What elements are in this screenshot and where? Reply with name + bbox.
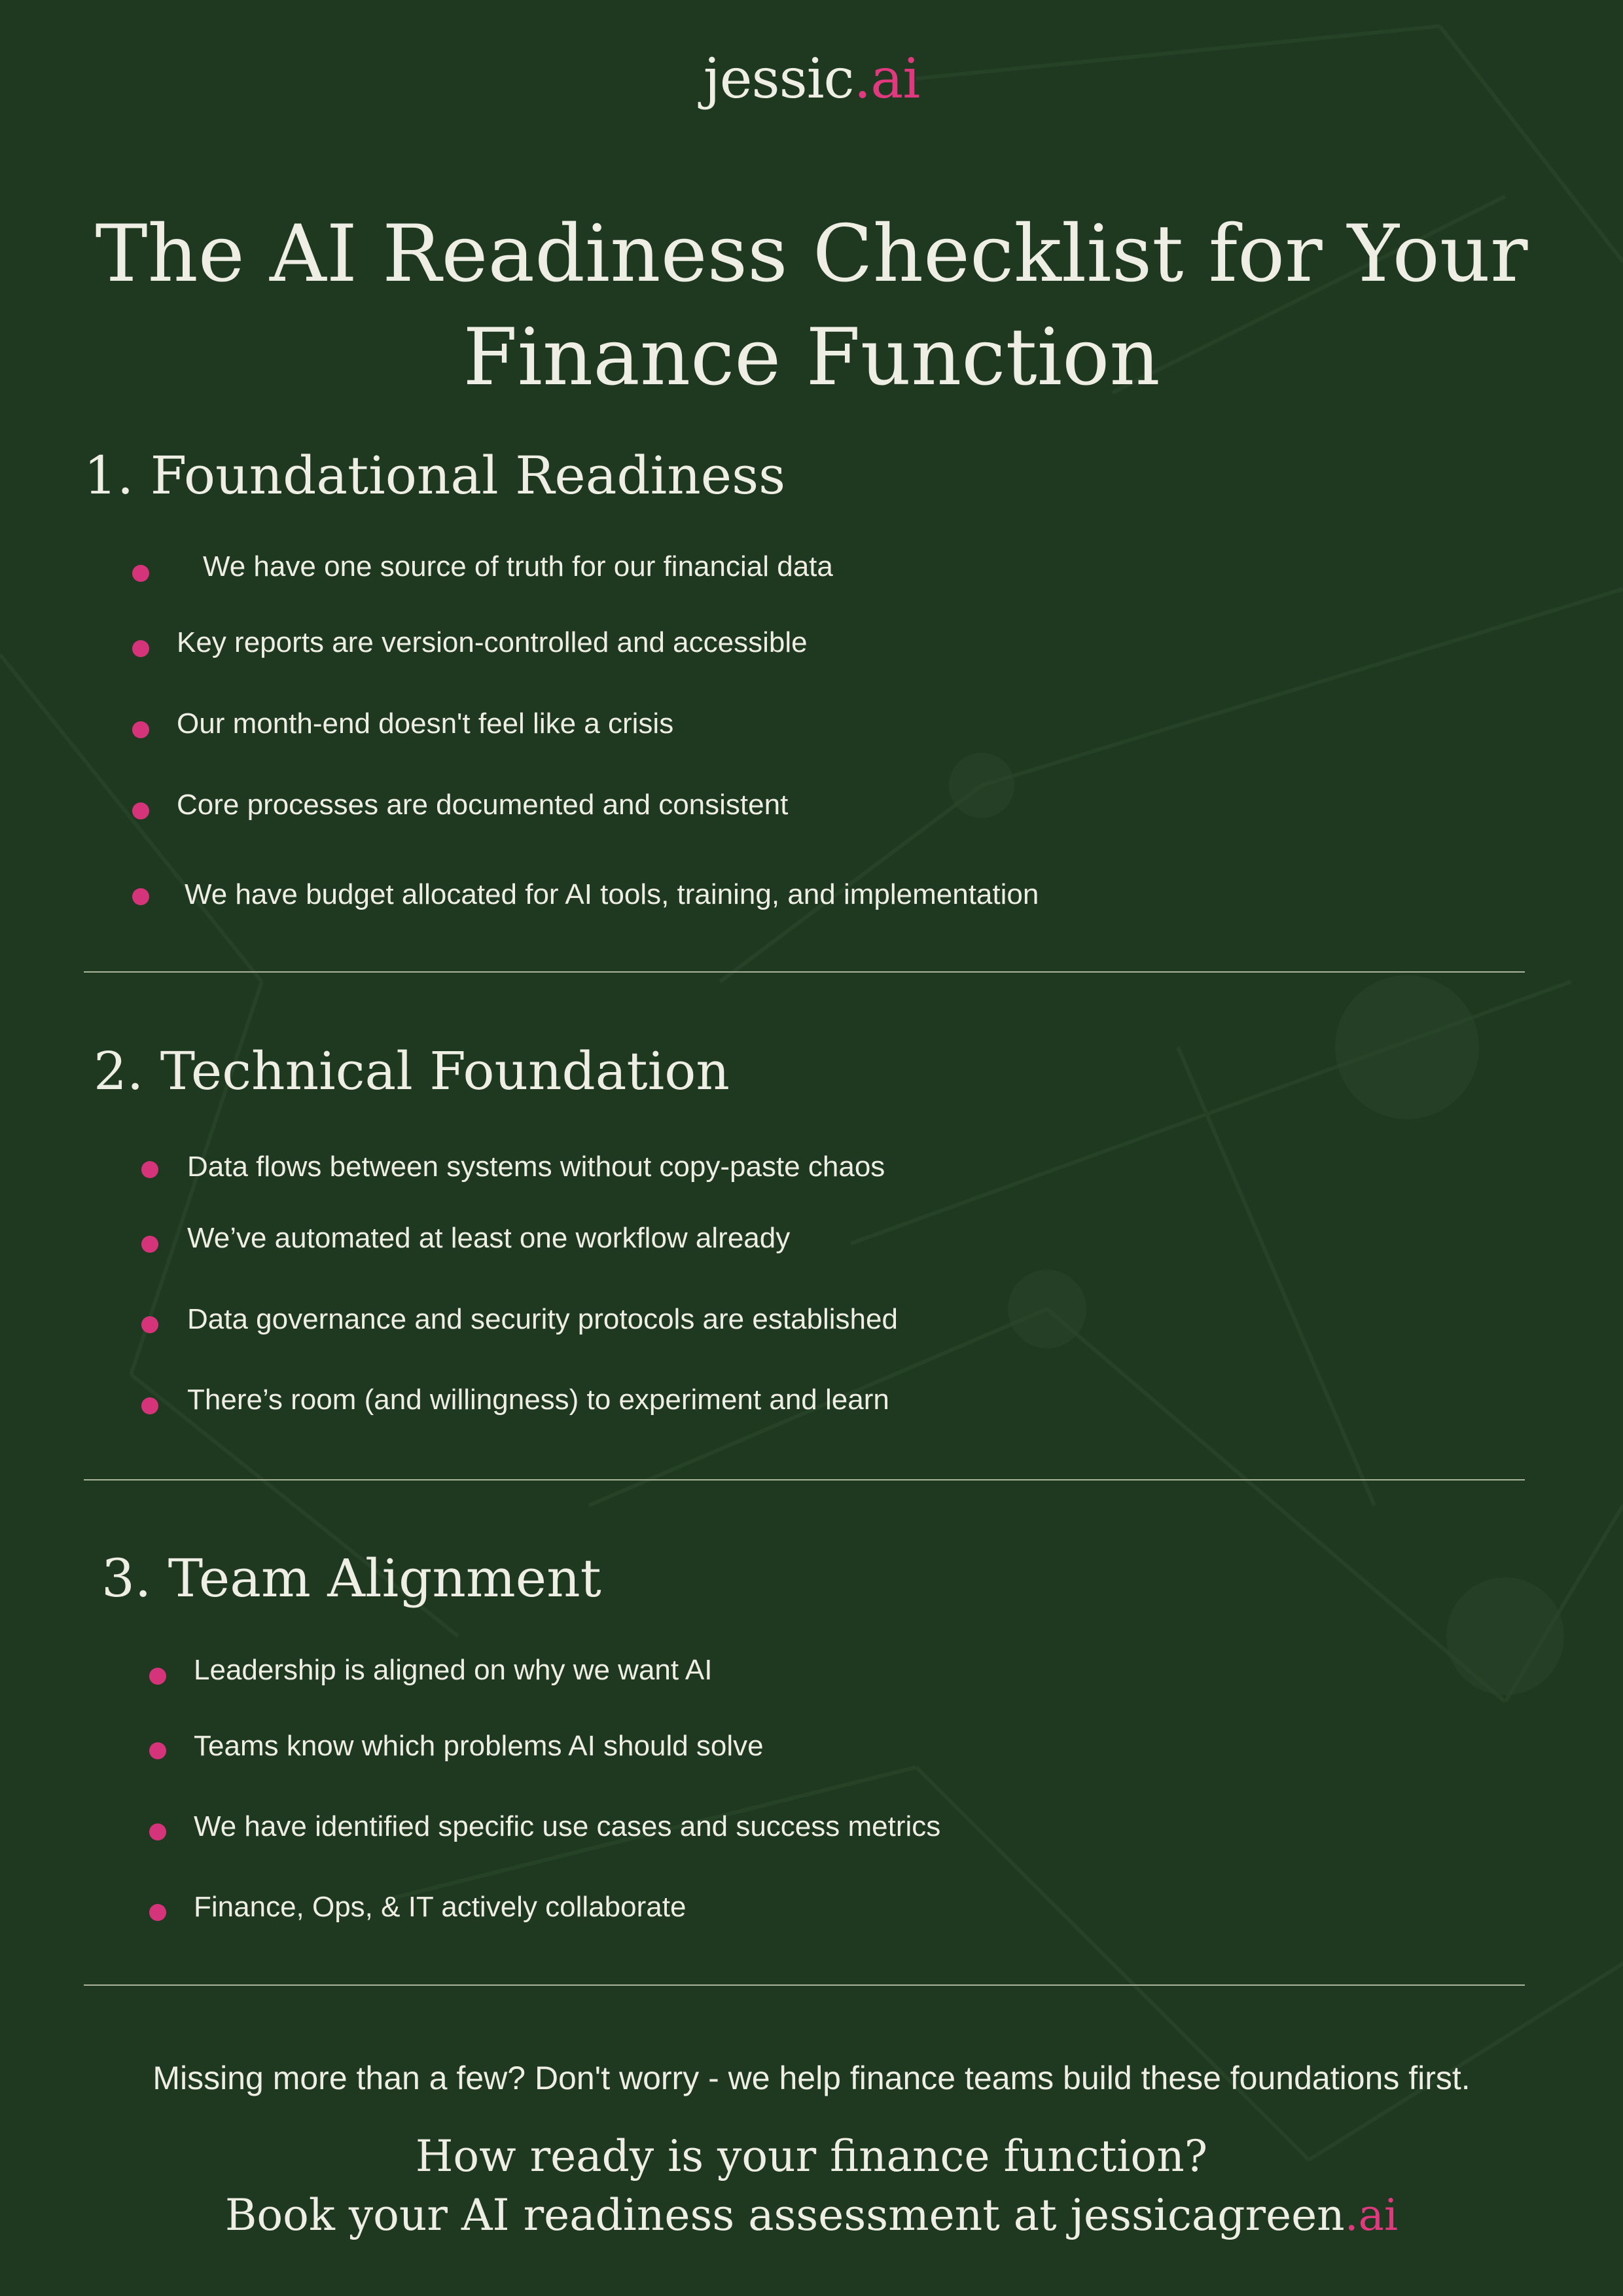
checklist-item: Key reports are version-controlled and accessible <box>177 626 808 658</box>
bullet-icon <box>141 1316 158 1333</box>
cta-link-text[interactable]: Book your AI readiness assessment at jessicagreen <box>224 2190 1345 2240</box>
bullet-icon <box>132 802 149 819</box>
checklist-item: Teams know which problems AI should solve <box>194 1730 764 1762</box>
checklist-item: We have budget allocated for AI tools, training, and implementation <box>185 878 1039 910</box>
checklist-item: We have one source of truth for our financial data <box>203 550 833 583</box>
brand-logo <box>0 46 1623 112</box>
checklist-item: Data governance and security protocols are established <box>187 1303 898 1335</box>
checklist-item: We’ve automated at least one workflow already <box>187 1222 791 1254</box>
checklist-item: Core processes are documented and consistent <box>177 789 789 821</box>
bullet-icon <box>149 1904 166 1921</box>
checklist-item: There’s room (and willingness) to experiment and learn <box>187 1384 889 1416</box>
cta-line-2 <box>0 2189 1623 2241</box>
logo-accent-text: .ai <box>853 46 920 111</box>
section-heading-technical-foundation: 2. Technical Foundation <box>94 1041 730 1102</box>
bullet-icon <box>141 1161 158 1178</box>
footer-note: Missing more than a few? Don't worry - we help finance teams build these foundations first. <box>152 2060 1471 2096</box>
bullet-icon <box>141 1236 158 1253</box>
section-divider <box>84 1479 1525 1480</box>
section-divider <box>84 1984 1525 1986</box>
section-heading-team-alignment: 3. Team Alignment <box>101 1548 601 1609</box>
bullet-icon <box>132 640 149 657</box>
checklist-item: Our month-end doesn't feel like a crisis <box>177 708 674 740</box>
bullet-icon <box>149 1823 166 1840</box>
checklist-item: Data flows between systems without copy-paste chaos <box>187 1151 885 1183</box>
section-heading-foundational-readiness: 1. Foundational Readiness <box>84 445 786 506</box>
bullet-icon <box>149 1742 166 1759</box>
bullet-icon <box>132 888 149 905</box>
checklist-item: Leadership is aligned on why we want AI <box>194 1654 713 1686</box>
bullet-icon <box>132 565 149 582</box>
page-title: The AI Readiness Checklist for Your Finance Function <box>95 209 1528 403</box>
cta-line-1: How ready is your finance function? <box>415 2131 1208 2181</box>
bullet-icon <box>149 1668 166 1685</box>
cta-link-accent[interactable]: .ai <box>1344 2190 1399 2240</box>
checklist-item: We have identified specific use cases and success metrics <box>194 1810 941 1842</box>
section-divider <box>84 971 1525 973</box>
bullet-icon <box>141 1397 158 1414</box>
logo-main-text: jessic <box>703 46 854 111</box>
bullet-icon <box>132 721 149 738</box>
checklist-item: Finance, Ops, & IT actively collaborate <box>194 1891 687 1923</box>
